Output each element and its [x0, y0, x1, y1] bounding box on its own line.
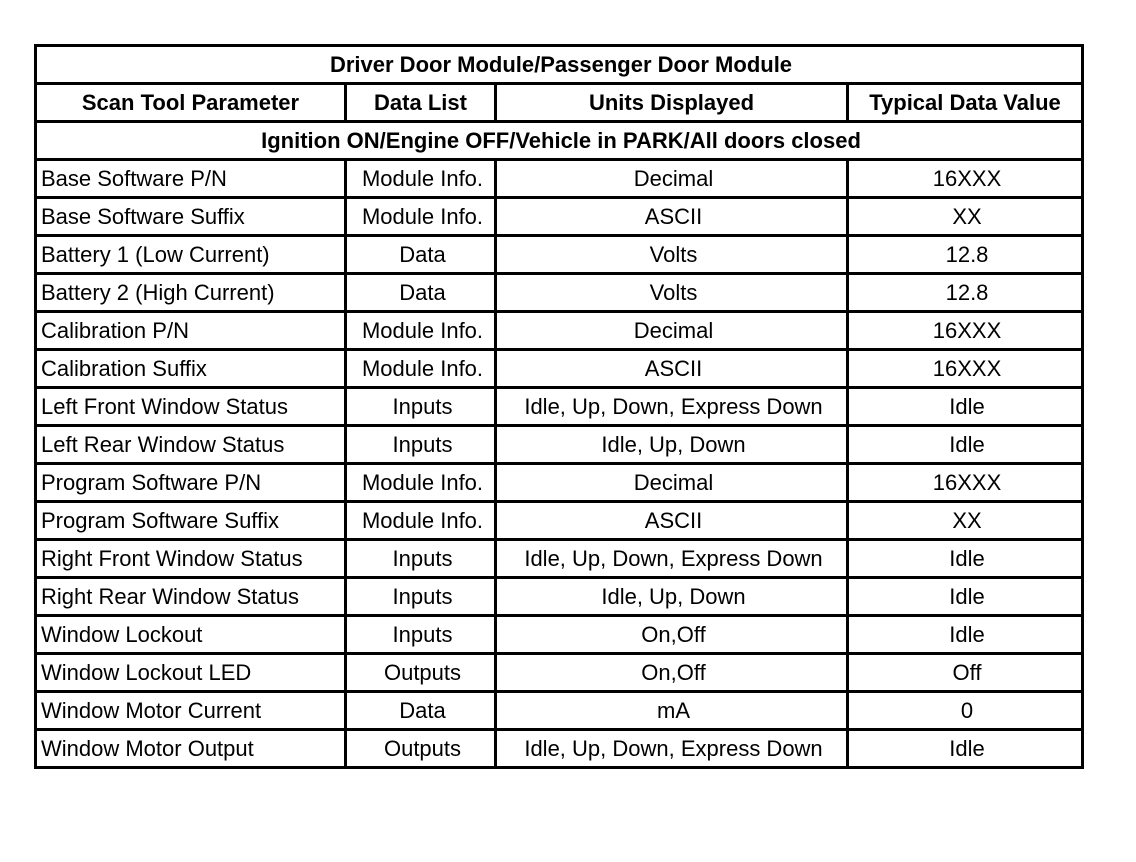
typical-value-cell: XX — [848, 198, 1083, 236]
data-list-cell: Module Info. — [346, 198, 496, 236]
parameter-cell: Program Software P/N — [36, 464, 346, 502]
column-header: Units Displayed — [496, 84, 848, 122]
table-row — [36, 160, 1083, 198]
parameter-cell: Calibration Suffix — [36, 350, 346, 388]
data-list-cell: Module Info. — [346, 464, 496, 502]
typical-value-cell: 12.8 — [848, 236, 1083, 274]
parameter-cell: Battery 2 (High Current) — [36, 274, 346, 312]
units-cell: Idle, Up, Down, Express Down — [496, 540, 848, 578]
table-body — [36, 46, 1083, 768]
table-row — [36, 274, 1083, 312]
column-header: Scan Tool Parameter — [36, 84, 346, 122]
table-row — [36, 464, 1083, 502]
units-cell: Idle, Up, Down — [496, 426, 848, 464]
table-row — [36, 502, 1083, 540]
typical-value-cell: 16XXX — [848, 312, 1083, 350]
typical-value-cell: Idle — [848, 540, 1083, 578]
data-list-cell: Inputs — [346, 540, 496, 578]
data-list-cell: Inputs — [346, 578, 496, 616]
table-row — [36, 692, 1083, 730]
parameter-cell: Window Lockout — [36, 616, 346, 654]
typical-value-cell: 16XXX — [848, 160, 1083, 198]
typical-value-cell: Idle — [848, 578, 1083, 616]
scan-tool-data-table — [34, 44, 1084, 769]
units-cell: On,Off — [496, 654, 848, 692]
parameter-cell: Window Motor Current — [36, 692, 346, 730]
table-row — [36, 616, 1083, 654]
column-header: Typical Data Value — [848, 84, 1083, 122]
table-title: Driver Door Module/Passenger Door Module — [36, 46, 1083, 84]
data-list-cell: Inputs — [346, 426, 496, 464]
units-cell: Volts — [496, 236, 848, 274]
units-cell: Decimal — [496, 160, 848, 198]
header-row — [36, 84, 1083, 122]
data-list-cell: Outputs — [346, 730, 496, 768]
typical-value-cell: Off — [848, 654, 1083, 692]
data-list-cell: Data — [346, 692, 496, 730]
parameter-cell: Right Front Window Status — [36, 540, 346, 578]
table-row — [36, 426, 1083, 464]
typical-value-cell: Idle — [848, 388, 1083, 426]
data-list-cell: Module Info. — [346, 502, 496, 540]
table-row — [36, 236, 1083, 274]
units-cell: Idle, Up, Down, Express Down — [496, 388, 848, 426]
table-row — [36, 350, 1083, 388]
condition-row — [36, 122, 1083, 160]
data-list-cell: Module Info. — [346, 350, 496, 388]
units-cell: On,Off — [496, 616, 848, 654]
condition-label: Ignition ON/Engine OFF/Vehicle in PARK/All doors closed — [36, 122, 1083, 160]
typical-value-cell: Idle — [848, 616, 1083, 654]
parameter-cell: Base Software Suffix — [36, 198, 346, 236]
data-list-cell: Module Info. — [346, 312, 496, 350]
title-row — [36, 46, 1083, 84]
units-cell: Volts — [496, 274, 848, 312]
table-row — [36, 312, 1083, 350]
units-cell: ASCII — [496, 350, 848, 388]
typical-value-cell: Idle — [848, 730, 1083, 768]
table-row — [36, 578, 1083, 616]
parameter-cell: Program Software Suffix — [36, 502, 346, 540]
data-list-cell: Data — [346, 236, 496, 274]
data-list-cell: Data — [346, 274, 496, 312]
units-cell: Idle, Up, Down, Express Down — [496, 730, 848, 768]
typical-value-cell: 16XXX — [848, 464, 1083, 502]
typical-value-cell: 16XXX — [848, 350, 1083, 388]
parameter-cell: Base Software P/N — [36, 160, 346, 198]
units-cell: ASCII — [496, 198, 848, 236]
table-row — [36, 198, 1083, 236]
parameter-cell: Window Lockout LED — [36, 654, 346, 692]
typical-value-cell: 0 — [848, 692, 1083, 730]
typical-value-cell: XX — [848, 502, 1083, 540]
column-header: Data List — [346, 84, 496, 122]
units-cell: mA — [496, 692, 848, 730]
parameter-cell: Left Front Window Status — [36, 388, 346, 426]
data-list-cell: Inputs — [346, 616, 496, 654]
data-list-cell: Module Info. — [346, 160, 496, 198]
parameter-cell: Left Rear Window Status — [36, 426, 346, 464]
table-row — [36, 540, 1083, 578]
table-row — [36, 654, 1083, 692]
units-cell: Decimal — [496, 464, 848, 502]
table-row — [36, 730, 1083, 768]
units-cell: Idle, Up, Down — [496, 578, 848, 616]
data-list-cell: Outputs — [346, 654, 496, 692]
typical-value-cell: 12.8 — [848, 274, 1083, 312]
parameter-cell: Battery 1 (Low Current) — [36, 236, 346, 274]
units-cell: Decimal — [496, 312, 848, 350]
data-list-cell: Inputs — [346, 388, 496, 426]
parameter-cell: Window Motor Output — [36, 730, 346, 768]
table-row — [36, 388, 1083, 426]
typical-value-cell: Idle — [848, 426, 1083, 464]
parameter-cell: Right Rear Window Status — [36, 578, 346, 616]
units-cell: ASCII — [496, 502, 848, 540]
parameter-cell: Calibration P/N — [36, 312, 346, 350]
